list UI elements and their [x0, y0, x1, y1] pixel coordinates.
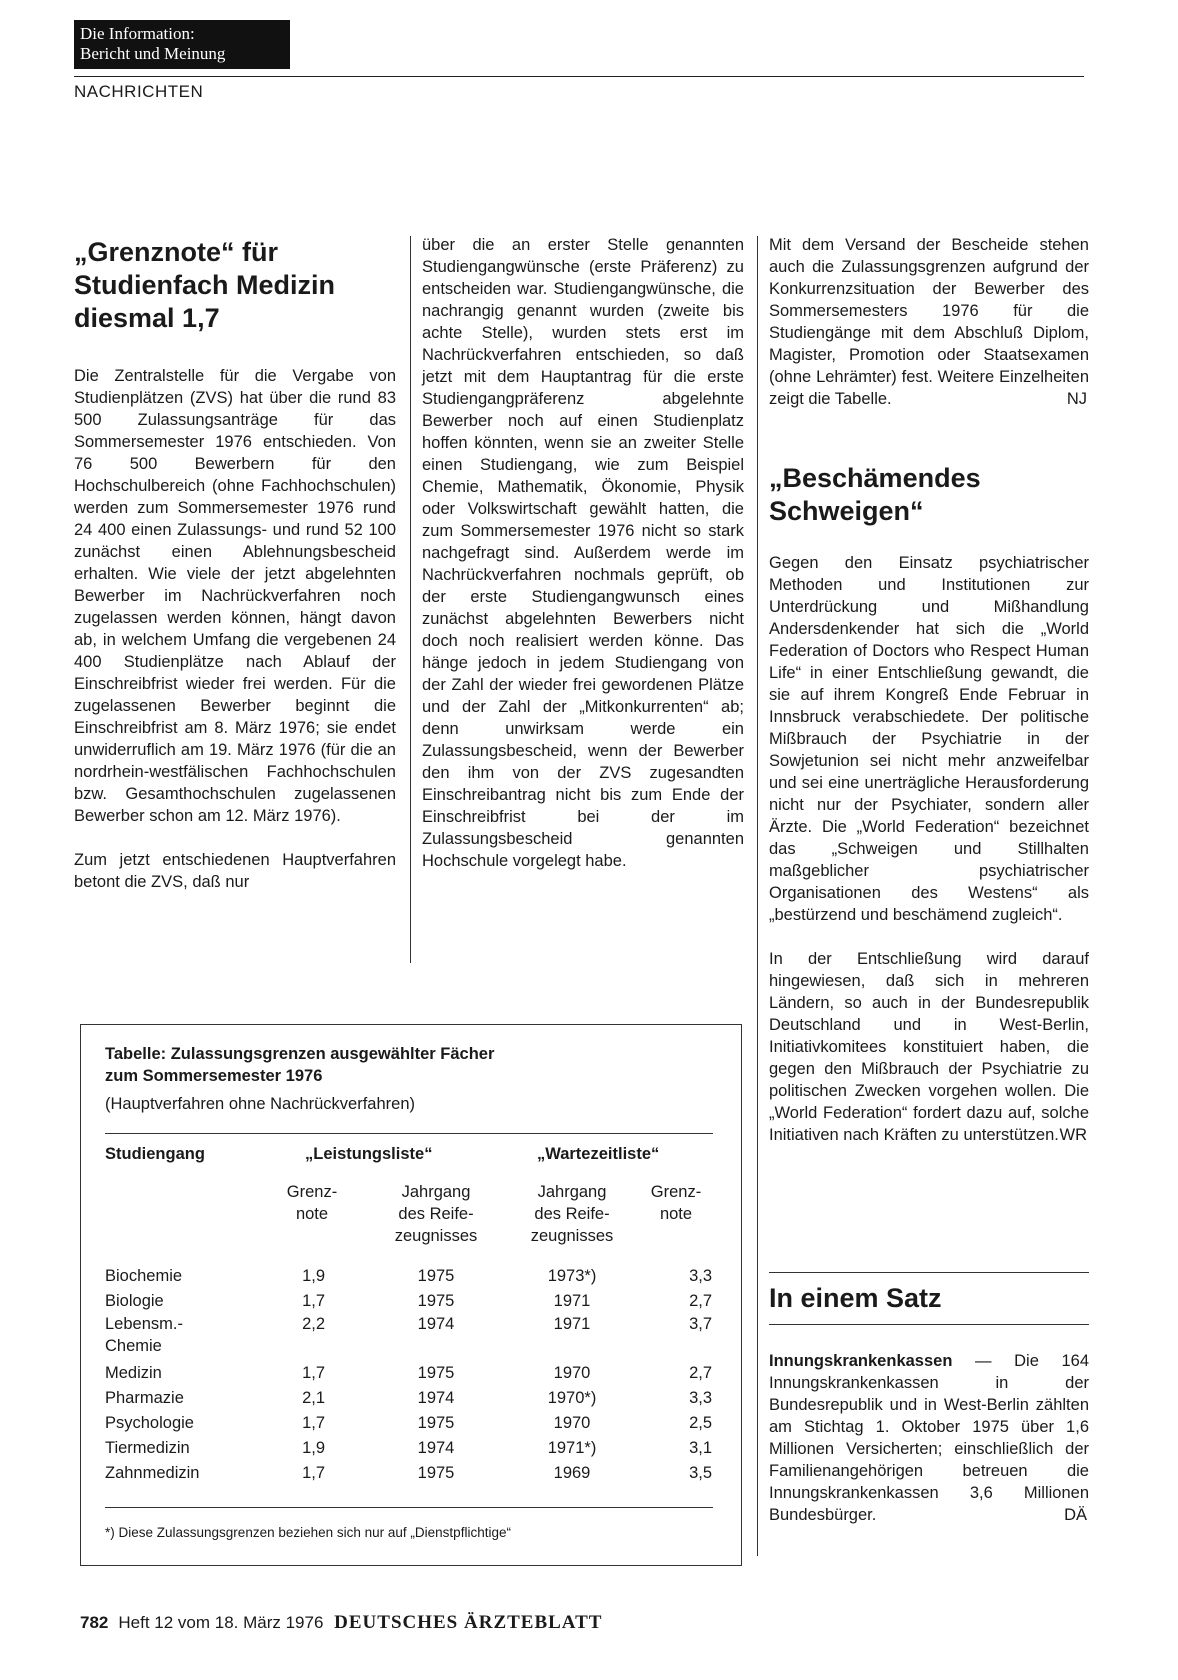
article1-column1 [74, 236, 396, 893]
table-cell-leistung-grenznote: 1,7 [302, 1292, 325, 1310]
table-cell-studiengang: Medizin [105, 1364, 162, 1382]
table-cell-warte-grenznote: 3,7 [689, 1315, 712, 1333]
table-title [105, 1043, 494, 1087]
subheader-leistung-jahrgang [381, 1181, 491, 1247]
article3-body: — Die 164 Innungskrankenkassen in der Bundesrepublik und in West-Berlin zählten am Stichtag 1. Oktober 1975 über 1,6 Millionen Versicherten; einschließlich der Familienangehörigen betreuen die Innungskrankenkassen 3,6 Millionen Bundesbürger. [769, 1352, 1089, 1524]
table-cell-studiengang: Zahnmedizin [105, 1464, 200, 1482]
article2-paragraph2 [769, 948, 1089, 1146]
table-cell-warte-jahrgang: 1973*) [547, 1267, 597, 1285]
article2-paragraph1: Gegen den Einsatz psychiatrischer Methoden und Institutionen zur Unterdrückung und Mißhandlung Andersdenkender hat sich die „World Federation of Doctors who Respect Human Life“ in einer Entschließung gewandt, die sie auf ihrem Kongreß Ende Februar in Innsbruck verabschiedete. Der politische Mißbrauch der Psychiatrie in der Sowjetunion sei nicht mehr anzweifelbar und sei eine unerträgliche Herausforderung nicht nur der Psychiater, sondern aller Ärzte. Die „World Federation“ bezeichnet das „Schweigen und Stillhalten maßgeblicher psychiatrischer Organisationen des Westens“ als „bestürzend und beschämend zugleich“. [769, 554, 1089, 924]
article1-column2 [422, 234, 744, 872]
header-box-line2: Bericht und Meinung [80, 44, 226, 63]
table-cell-leistung-jahrgang: 1974 [417, 1439, 455, 1457]
table-cell-leistung-jahrgang: 1975 [417, 1364, 455, 1382]
column-header-studiengang: Studiengang [105, 1145, 205, 1163]
table-cell-studiengang: Pharmazie [105, 1389, 184, 1407]
author-signature-wr: WR [1059, 1126, 1087, 1144]
table-cell-leistung-grenznote: 1,7 [302, 1414, 325, 1432]
table-cell-studiengang-line1: Lebensm.- [105, 1315, 183, 1333]
table-cell-warte-jahrgang: 1971*) [547, 1439, 597, 1457]
table-cell-warte-jahrgang: 1970 [553, 1414, 591, 1432]
article1-paragraph1: Die Zentralstelle für die Vergabe von Studienplätzen (ZVS) hat über die rund 83 500 Zulassungsanträge für das Sommersemester 1976 entschieden. Von 76 500 Bewerbern für den Hochschulbereich (ohne Fachhochschulen) werden zum Sommersemester 1976 rund 24 400 einen Zulassungs- und rund 52 100 zunächst einen Ablehnungsbescheid erhalten. Wie viele der jetzt abgelehnten Bewerber im Nachrückverfahren noch zugelassen werden können, hängt davon ab, in welchem Umfang die vergebenen 24 400 Studienplätze nach Ablauf der Einschreibfrist wieder frei werden. Für die zugelassenen Bewerber beginnt die Einschreibfrist am 8. März 1976; sie endet unwiderruflich am 19. März 1976 (für die an nordrhein-westfälischen Fachhochschulen bzw. Gesamthochschulen zugelassenen Bewerber schon am 12. März 1976). [74, 367, 396, 825]
subheader-leistung-grenznote [277, 1181, 347, 1225]
table-cell-warte-grenznote: 3,5 [689, 1464, 712, 1482]
table-cell-leistung-jahrgang: 1975 [417, 1464, 455, 1482]
subheader-text: Grenz- [650, 1183, 702, 1201]
table-cell-leistung-grenznote: 1,7 [302, 1364, 325, 1382]
table-cell-warte-jahrgang: 1971 [553, 1292, 591, 1310]
table-cell-studiengang: Tiermedizin [105, 1439, 190, 1457]
article2-headline-line2: Schweigen“ [769, 496, 924, 526]
article1-paragraph4-text: Mit dem Versand der Bescheide stehen auch die Zulassungsgrenzen aufgrund der Konkurrenzsituation der Bewerber des Sommersemesters 1976 für die Studiengänge mit dem Abschluß Diplom, Magister, Promotion oder Staatsexamen (ohne Lehrämter) fest. Weitere Einzelheiten zeigt die Tabelle. [769, 236, 1089, 408]
table-header-rule [105, 1133, 713, 1134]
article1-headline-line1: „Grenznote“ für [74, 237, 279, 267]
admission-table-box [80, 1024, 742, 1566]
table-cell-studiengang: Biologie [105, 1292, 164, 1310]
table-cell-leistung-jahrgang: 1975 [417, 1267, 455, 1285]
column-divider-2 [757, 236, 758, 1556]
table-footnote-rule [105, 1507, 713, 1508]
page-footer [80, 1612, 602, 1634]
table-cell-leistung-jahrgang: 1975 [417, 1414, 455, 1432]
subheader-text: Grenz- [286, 1183, 338, 1201]
article-column3 [769, 234, 1089, 1146]
article1-headline-line3: diesmal 1,7 [74, 303, 220, 333]
magazine-name: DEUTSCHES ÄRZTEBLATT [334, 1612, 603, 1633]
table-cell-warte-grenznote: 3,1 [689, 1439, 712, 1457]
subheader-text: zeugnisses [394, 1227, 478, 1245]
column-group-leistungsliste: „Leistungsliste“ [305, 1145, 433, 1163]
table-cell-leistung-jahrgang: 1975 [417, 1292, 455, 1310]
table-title-line2: zum Sommersemester 1976 [105, 1067, 323, 1085]
table-cell-leistung-jahrgang: 1974 [417, 1315, 455, 1333]
subheader-text: note [659, 1205, 693, 1223]
table-cell-warte-jahrgang: 1969 [553, 1464, 591, 1482]
article1-paragraph4 [769, 234, 1089, 410]
table-cell-warte-grenznote: 3,3 [689, 1389, 712, 1407]
page-number: 782 [80, 1613, 109, 1632]
author-signature-nj: NJ [1066, 390, 1087, 408]
table-cell-warte-jahrgang: 1971 [553, 1315, 591, 1333]
section-header-box [74, 20, 290, 69]
table-cell-studiengang-line2: Chemie [105, 1337, 162, 1355]
table-cell-leistung-grenznote: 2,1 [302, 1389, 325, 1407]
article1-headline-line2: Studienfach Medizin [74, 270, 336, 300]
subheader-text: des Reife- [534, 1205, 610, 1223]
subheader-text: des Reife- [398, 1205, 474, 1223]
section-label: NACHRICHTEN [74, 82, 204, 101]
header-rule [74, 76, 1084, 77]
article3-bottom-rule [769, 1324, 1089, 1325]
header-box-line1: Die Information: [80, 24, 195, 43]
article2-headline-line1: „Beschämendes [769, 463, 981, 493]
table-cell-leistung-grenznote: 2,2 [302, 1315, 325, 1333]
table-cell-warte-jahrgang: 1970 [553, 1364, 591, 1382]
article3-lead: Innungskrankenkassen [769, 1352, 953, 1370]
article3-paragraph [769, 1350, 1089, 1526]
table-cell-warte-grenznote: 2,7 [689, 1364, 712, 1382]
subheader-text: Jahrgang [401, 1183, 471, 1201]
table-cell-studiengang: Psychologie [105, 1414, 194, 1432]
subheader-warte-jahrgang [517, 1181, 627, 1247]
article2-paragraph2-text: In der Entschließung wird darauf hingewiesen, daß sich in mehreren Ländern, so auch in der Bundesrepublik Deutschland und in West-Berlin, Initiativkomitees konstituiert haben, die gegen den Mißbrauch der Psychiatrie zu politischen Zwecken vorgehen wollen. Die „World Federation“ fordert dazu auf, solche Initiativen nach Kräften zu unterstützen. [769, 950, 1089, 1144]
article3-headline: In einem Satz [769, 1283, 942, 1313]
table-cell-leistung-jahrgang: 1974 [417, 1389, 455, 1407]
article3-column [769, 1350, 1089, 1526]
article1-paragraph3: über die an erster Stelle genannten Studiengangwünsche (erste Präferenz) zu entscheiden war. Studiengangwünsche, die nachrangig genannt wurden (zweite bis achte Stelle), wurden stets erst im Nachrückverfahren entschieden, so daß jetzt mit dem Hauptantrag für die erste Studiengangpräferenz abgelehnte Bewerber noch auf einen Studienplatz hoffen könnten, wenn sie an zweiter Stelle einen Studiengang, wie zum Beispiel Chemie, Mathematik, Ökonomie, Physik oder Volkswirtschaft gewählt hatten, die zum Sommersemester 1976 nicht so stark nachgefragt sind. Außerdem werde im Nachrückverfahren nochmals geprüft, ob der erste Studiengangwunsch eines zunächst abgelehnten Bewerbers nicht doch noch realisiert werden könne. Das hänge jedoch in jedem Studiengang von der Zahl der wieder frei gewordenen Plätze und der Zahl der „Mitkonkurrenten“ ab; denn unwirksam werde ein Zulassungsbescheid, wenn der Bewerber den ihm von der ZVS zugesandten Einschreibantrag nicht bis zum Ende der Einschreibfrist bei der im Zulassungsbescheid genannten Hochschule vorgelegt habe. [422, 236, 744, 870]
subheader-text: zeugnisses [530, 1227, 614, 1245]
article2-headline [769, 462, 1089, 528]
table-cell-leistung-grenznote: 1,9 [302, 1439, 325, 1457]
table-cell-leistung-grenznote: 1,7 [302, 1464, 325, 1482]
table-cell-warte-grenznote: 2,5 [689, 1414, 712, 1432]
author-signature-da: DÄ [1064, 1506, 1087, 1524]
table-cell-studiengang: Biochemie [105, 1267, 183, 1285]
column-group-wartezeitliste: „Wartezeitliste“ [537, 1145, 660, 1163]
table-cell-leistung-grenznote: 1,9 [302, 1267, 325, 1285]
table-title-line1: Tabelle: Zulassungsgrenzen ausgewählter Fächer [105, 1045, 495, 1063]
subheader-text: note [295, 1205, 329, 1223]
table-subtitle: (Hauptverfahren ohne Nachrückverfahren) [105, 1095, 415, 1113]
article1-paragraph2: Zum jetzt entschiedenen Hauptverfahren betont die ZVS, daß nur [74, 851, 396, 891]
issue-info: Heft 12 vom 18. März 1976 [118, 1613, 324, 1632]
article1-headline [74, 236, 396, 335]
subheader-warte-grenznote [636, 1181, 716, 1225]
table-cell-studiengang [105, 1313, 183, 1357]
table-footnote: *) Diese Zulassungsgrenzen beziehen sich nur auf „Dienstpflichtige“ [105, 1525, 511, 1540]
table-cell-warte-grenznote: 2,7 [689, 1292, 712, 1310]
column-divider-1 [410, 236, 411, 963]
subheader-text: Jahrgang [537, 1183, 607, 1201]
table-cell-warte-jahrgang: 1970*) [547, 1389, 597, 1407]
article3-top-rule [769, 1272, 1089, 1273]
table-cell-warte-grenznote: 3,3 [689, 1267, 712, 1285]
